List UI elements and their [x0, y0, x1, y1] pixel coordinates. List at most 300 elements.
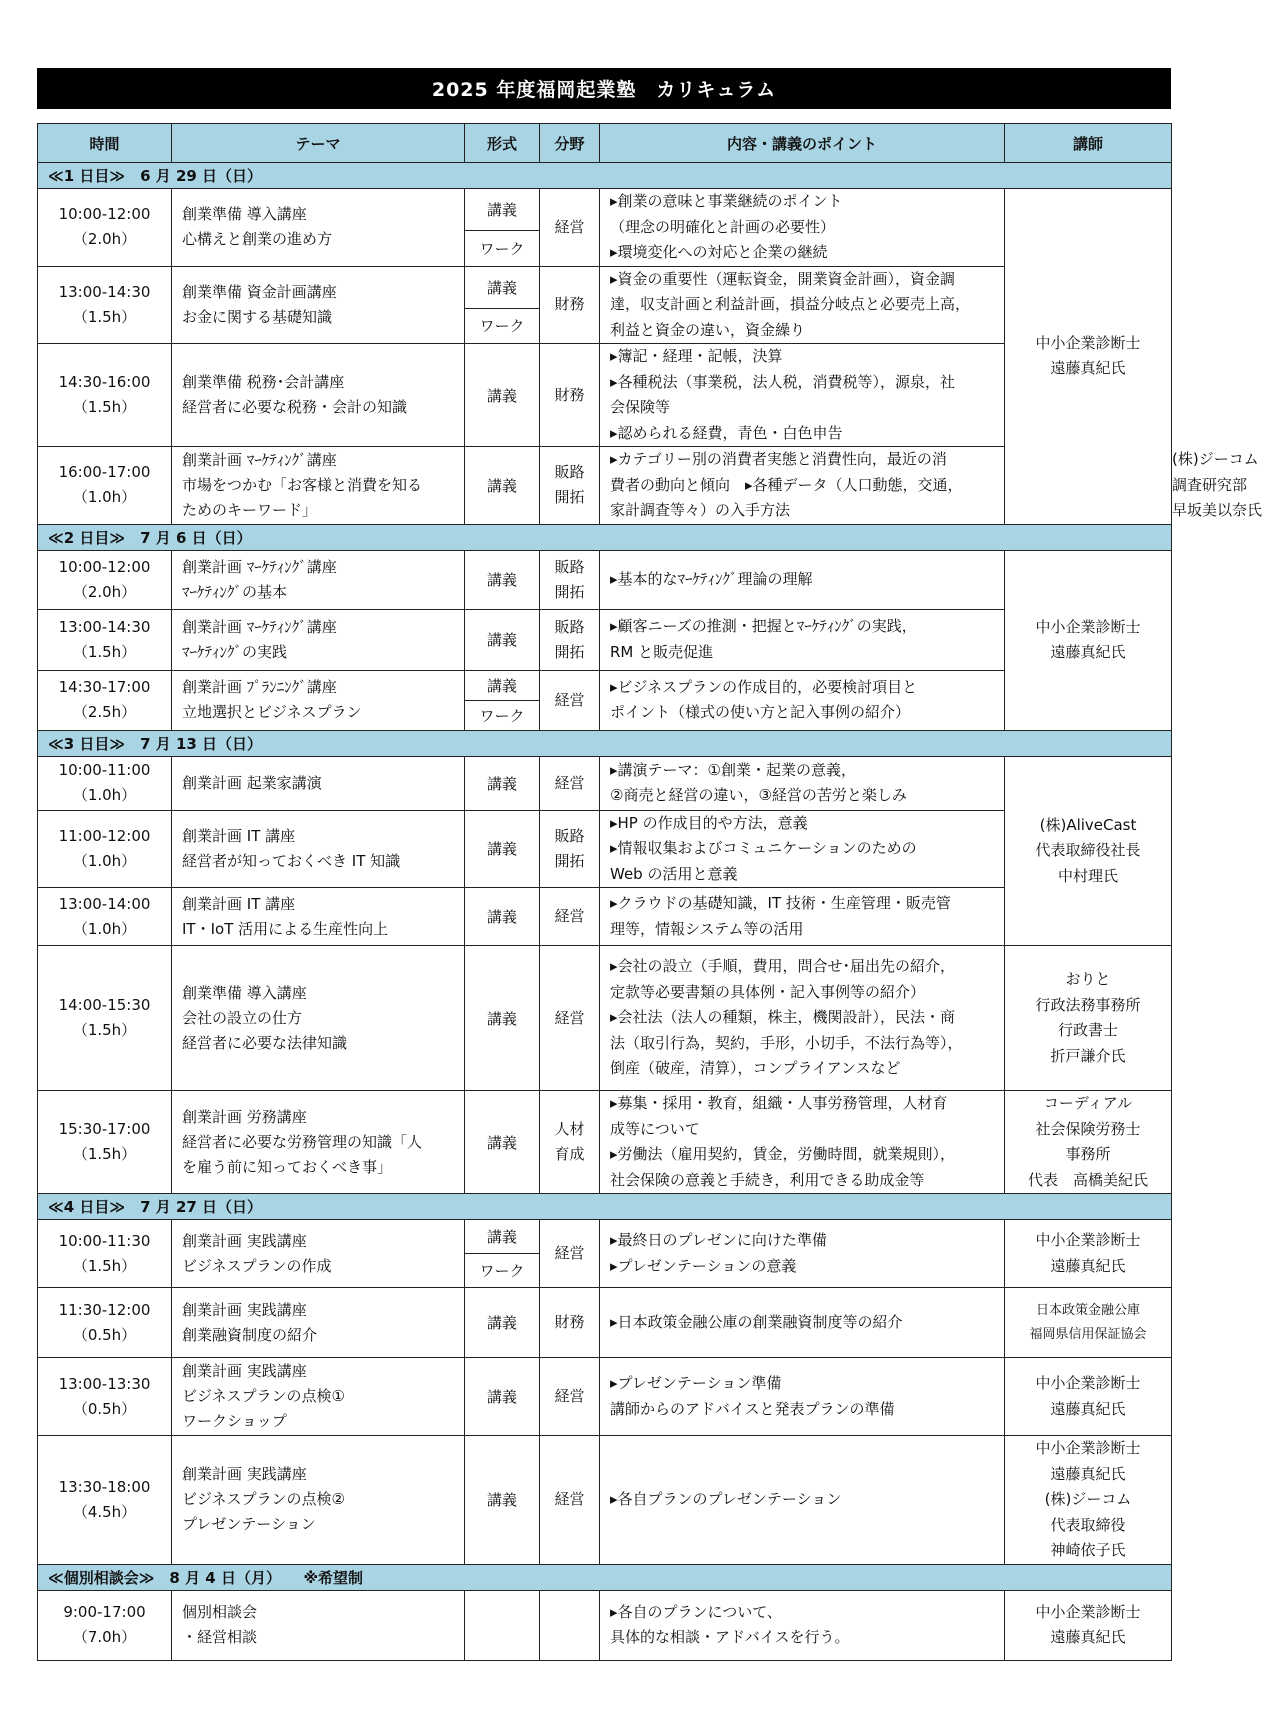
theme-line: 創業計画 労務講座	[182, 1107, 307, 1126]
content-line: 倒産（破産，清算），コンプライアンスなど	[610, 1059, 901, 1078]
content-cell	[600, 888, 1005, 946]
time-cell	[38, 1358, 172, 1436]
format-cell	[465, 1288, 540, 1358]
session-time: 13:00-13:30	[58, 1374, 151, 1393]
time-cell	[38, 810, 172, 888]
format-label: 講義	[486, 1314, 517, 1332]
theme-cell	[172, 550, 465, 609]
format-label: 講義	[486, 278, 517, 297]
session-row	[38, 189, 1172, 231]
theme-line: 経営者に必要な税務・会計の知識	[182, 398, 408, 416]
lecturer-line: 代表取締役社長	[1035, 841, 1141, 859]
theme-line: 創業計画 実践講座	[182, 1231, 307, 1250]
session-time: 16:00-17:00	[58, 463, 151, 482]
content-line: ▸HP の作成目的や方法，意義	[610, 813, 808, 832]
theme-line: 創業計画 実践講座	[182, 1465, 307, 1484]
lecturer-line: 日本政策金融公庫	[1035, 1302, 1140, 1318]
format-cell	[465, 1590, 540, 1660]
session-time: 9:00-17:00	[63, 1603, 146, 1621]
format-cell	[465, 888, 540, 946]
content-line: ▸プレゼンテーションの意義	[610, 1256, 797, 1275]
lecturer-cell	[1005, 946, 1172, 1091]
session-hours: （0.5h）	[72, 1399, 137, 1418]
content-line: 理等，情報システム等の活用	[610, 919, 804, 938]
theme-cell	[172, 1220, 465, 1288]
content-cell	[600, 946, 1005, 1091]
lecturer-line: 遠藤真紀氏	[1050, 1256, 1126, 1275]
theme-line: 創業計画 起業家講演	[182, 773, 322, 792]
time-cell	[38, 609, 172, 670]
session-row	[38, 1288, 1172, 1358]
theme-line: 創業計画 ﾏｰｹﾃｨﾝｸﾞ講座	[182, 557, 337, 576]
format-cell	[465, 550, 540, 609]
content-line: ▸日本政策金融公庫の創業融資制度等の紹介	[610, 1312, 903, 1331]
session-time: 13:00-14:00	[58, 894, 151, 913]
session-hours: （1.5h）	[72, 1145, 137, 1163]
content-line: ▸最終日のプレゼンに向けた準備	[610, 1231, 827, 1249]
lecturer-line: 中小企業診断士	[1035, 1374, 1141, 1392]
lecturer-cell	[1005, 756, 1172, 946]
format-label: 講義	[486, 1388, 517, 1406]
field-label: 経営	[554, 1387, 585, 1405]
content-cell	[600, 670, 1005, 730]
header-theme: テーマ	[172, 124, 465, 163]
field-label: 財務	[554, 385, 585, 404]
session-row	[38, 1590, 1172, 1660]
theme-line: 創業計画 IT 講座	[182, 894, 296, 913]
session-time: 14:00-15:30	[58, 996, 151, 1014]
format-label: ワーク	[479, 706, 525, 725]
content-line: 社会保険の意義と手続き，利用できる助成金等	[610, 1170, 925, 1189]
lecturer-line: 中小企業診断士	[1035, 617, 1141, 636]
session-hours: （2.0h）	[72, 582, 137, 601]
content-line: 法（取引行為，契約，手形，小切手，不法行為等），	[610, 1033, 963, 1052]
theme-line: 経営者に必要な労務管理の知識「人	[182, 1132, 423, 1151]
session-hours: （1.5h）	[72, 642, 137, 661]
field-label: 販路	[554, 826, 585, 845]
field-label: 経営	[554, 773, 585, 792]
content-cell	[600, 266, 1005, 344]
session-time: 15:30-17:00	[58, 1120, 151, 1138]
session-row	[38, 670, 1172, 700]
content-line: ▸労働法（雇用契約，賃金，労働時間，就業規則），	[610, 1145, 956, 1163]
session-row: 16:00-17:00 （1.0h） 創業計画 ﾏｰｹﾃｨﾝｸﾞ講座 市場をつかむ「お客様と消費を知る ためのキーワード」 講義 販路 開拓 ▸カテゴリー別の消費者実態と消費性向，最近の消 費者の動向と傾向 ▸各種データ（人口動態，交通， 家計調査等々）の入手方法 (株)ジーコム 調査研究部 早坂美以奈氏	[38, 447, 1172, 525]
lecturer-cell	[1005, 1288, 1172, 1358]
theme-line: 創業準備 導入講座	[182, 205, 307, 224]
content-line: ▸資金の重要性（運転資金，開業資金計画），資金調	[610, 269, 956, 288]
theme-line: ビジネスプランの点検②	[182, 1490, 345, 1509]
header-lecturer: 講師	[1005, 124, 1172, 163]
theme-cell	[172, 888, 465, 946]
session-hours: （4.5h）	[72, 1502, 137, 1521]
session-hours: （1.5h）	[72, 307, 137, 326]
session-time: 14:30-16:00	[58, 373, 151, 391]
time-cell	[38, 756, 172, 810]
content-line: ▸各自のプランについて、	[610, 1602, 782, 1621]
field-label: 経営	[554, 1490, 585, 1509]
time-cell	[38, 670, 172, 730]
time-cell	[38, 344, 172, 447]
time-cell	[38, 447, 172, 525]
lecturer-line: コーディアル	[1043, 1094, 1133, 1112]
session-row	[38, 609, 1172, 670]
page-title: 2025 年度福岡起業塾 カリキュラム	[37, 68, 1171, 109]
field-cell	[540, 1288, 600, 1358]
content-line: ポイント（様式の使い方と記入事例の紹介）	[610, 703, 911, 721]
session-time: 10:00-12:00	[58, 205, 151, 224]
session-row	[38, 810, 1172, 888]
format-cell	[465, 1091, 540, 1194]
field-cell	[540, 266, 600, 344]
theme-line: ためのキーワード」	[182, 500, 318, 519]
theme-line: ビジネスプランの作成	[182, 1256, 332, 1275]
theme-cell	[172, 344, 465, 447]
field-label: 人材	[554, 1120, 585, 1138]
session-time: 14:30-17:00	[58, 678, 151, 696]
theme-line: IT・IoT 活用による生産性向上	[182, 919, 389, 938]
field-cell	[540, 344, 600, 447]
field-cell	[540, 946, 600, 1091]
session-time: 10:00-11:00	[58, 761, 151, 779]
format-label: 講義	[486, 1228, 517, 1246]
field-cell	[540, 756, 600, 810]
format-label: 講義	[486, 676, 517, 695]
content-line: ▸各自プランのプレゼンテーション	[610, 1490, 842, 1508]
content-line: ▸プレゼンテーション準備	[610, 1374, 782, 1392]
day-row: ≪個別相談会≫ 8 月 4 日（月） ※希望制	[38, 1564, 1172, 1590]
session-hours: （7.0h）	[72, 1628, 137, 1646]
field-label: 経営	[554, 1008, 585, 1027]
format-cell	[465, 447, 540, 525]
time-cell	[38, 1590, 172, 1660]
content-line: ▸情報収集およびコミュニケーションのための	[610, 839, 917, 857]
lecturer-line: 代表 高橋美紀氏	[1027, 1170, 1148, 1189]
header-content: 内容・講義のポイント	[600, 124, 1005, 163]
session-time: 11:00-12:00	[58, 826, 151, 845]
content-line: ▸講演テーマ：①創業・起業の意義，	[610, 760, 856, 779]
theme-line: 創業計画 実践講座	[182, 1362, 307, 1380]
field-cell	[540, 550, 600, 609]
time-cell	[38, 189, 172, 267]
content-line: 成等について	[610, 1119, 700, 1138]
content-line: RM と販売促進	[610, 642, 714, 661]
lecturer-cell	[1005, 1091, 1172, 1194]
session-row	[38, 756, 1172, 810]
theme-cell	[172, 1288, 465, 1358]
format-cell	[465, 189, 540, 231]
day-row: ≪3 日目≫ 7 月 13 日（日）	[38, 730, 1172, 756]
content-line: ▸顧客ニーズの推測・把握とﾏｰｹﾃｨﾝｸﾞの実践，	[610, 617, 917, 635]
lecturer-line: 遠藤真紀氏	[1050, 1628, 1126, 1646]
content-line: ▸会社の設立（手順，費用，問合せ･届出先の紹介，	[610, 957, 956, 976]
theme-cell	[172, 810, 465, 888]
field-cell	[540, 447, 600, 525]
header-time: 時間	[38, 124, 172, 163]
format-label: 講義	[486, 1009, 517, 1028]
lecturer-cell	[1005, 550, 1172, 730]
lecturer-line: 遠藤真紀氏	[1050, 1399, 1126, 1418]
format-cell	[465, 609, 540, 670]
field-label: 開拓	[554, 488, 585, 507]
session-row	[38, 1358, 1172, 1436]
theme-cell	[172, 1091, 465, 1194]
lecturer-line: 中村理氏	[1057, 866, 1118, 885]
session-time: 11:30-12:00	[58, 1300, 151, 1319]
session-hours: （1.5h）	[72, 1021, 137, 1039]
session-row	[38, 946, 1172, 1091]
theme-cell	[172, 609, 465, 670]
content-line: ▸基本的なﾏｰｹﾃｨﾝｸﾞ理論の理解	[610, 569, 813, 588]
format-label: 講義	[486, 386, 517, 405]
time-cell	[38, 1288, 172, 1358]
theme-line: 創業計画 IT 講座	[182, 826, 296, 845]
content-line: Web の活用と意義	[610, 864, 738, 883]
format-cell	[465, 266, 540, 308]
content-cell	[600, 1436, 1005, 1565]
field-cell	[540, 1091, 600, 1194]
field-cell	[540, 1220, 600, 1288]
theme-cell	[172, 756, 465, 810]
content-line: 達，収支計画と利益計画，損益分岐点と必要売上高，	[610, 295, 971, 313]
session-time: 13:30-18:00	[58, 1477, 151, 1496]
format-label: ワーク	[479, 239, 525, 258]
field-label: 販路	[554, 617, 585, 636]
content-line: 講師からのアドバイスと発表プランの準備	[610, 1399, 895, 1418]
session-hours: （1.5h）	[72, 1256, 137, 1275]
session-row	[38, 1220, 1172, 1254]
content-line: ▸認められる経費，青色・白色申告	[610, 423, 843, 442]
content-line: ▸簿記・経理・記帳，決算	[610, 347, 783, 365]
theme-line: 創業準備 税務･会計講座	[182, 373, 345, 391]
session-hours: （2.0h）	[72, 230, 137, 249]
format-cell	[465, 810, 540, 888]
format-cell	[465, 344, 540, 447]
content-cell	[600, 810, 1005, 888]
content-line: ▸クラウドの基礎知識，IT 技術・生産管理・販売管	[610, 894, 951, 912]
session-row	[38, 888, 1172, 946]
field-cell	[540, 1590, 600, 1660]
session-hours: （2.5h）	[72, 703, 137, 721]
lecturer-line: 行政書士	[1057, 1021, 1118, 1039]
lecturer-line: 中小企業診断士	[1035, 1439, 1141, 1457]
format-label: 講義	[486, 571, 517, 589]
content-cell	[600, 189, 1005, 267]
session-hours: （0.5h）	[72, 1325, 137, 1344]
theme-cell	[172, 1436, 465, 1565]
session-hours: （1.0h）	[72, 919, 137, 938]
theme-line: 経営者が知っておくべき IT 知識	[182, 851, 401, 870]
format-cell	[465, 756, 540, 810]
session-hours: （1.0h）	[72, 786, 137, 804]
theme-line: 創業計画 実践講座	[182, 1300, 307, 1319]
lecturer-line: 折戸謙介氏	[1050, 1046, 1126, 1065]
content-cell	[600, 1091, 1005, 1194]
field-cell	[540, 810, 600, 888]
lecturer-line: (株)ジーコム	[1044, 1490, 1132, 1508]
content-cell	[600, 447, 1005, 525]
theme-line: 創業計画 ﾏｰｹﾃｨﾝｸﾞ講座	[182, 617, 337, 636]
theme-line: 心構えと創業の進め方	[182, 230, 333, 249]
theme-line: 創業計画 ﾌﾟﾗﾝﾆﾝｸﾞ講座	[182, 678, 337, 696]
lecturer-cell	[1005, 1436, 1172, 1565]
session-time: 13:00-14:30	[58, 617, 151, 636]
field-label: 開拓	[554, 642, 585, 661]
session-time: 10:00-12:00	[58, 557, 151, 576]
format-cell	[465, 1358, 540, 1436]
header-format: 形式	[465, 124, 540, 163]
field-label: 経営	[554, 907, 585, 925]
field-label: 育成	[554, 1145, 585, 1163]
theme-cell	[172, 447, 465, 525]
content-line: 会保険等	[610, 398, 671, 416]
lecturer-line: おりと	[1065, 970, 1111, 988]
theme-cell	[172, 189, 465, 267]
session-time: 10:00-11:30	[58, 1231, 151, 1250]
field-cell	[540, 1436, 600, 1565]
theme-line: 立地選択とビジネスプラン	[182, 703, 362, 721]
lecturer-cell	[1005, 189, 1172, 525]
content-line: ②商売と経営の違い，③経営の苦労と楽しみ	[610, 786, 907, 804]
format-cell	[465, 700, 540, 730]
time-cell	[38, 1220, 172, 1288]
field-label: 経営	[554, 1244, 585, 1262]
time-cell	[38, 946, 172, 1091]
content-cell	[600, 1358, 1005, 1436]
time-cell	[38, 888, 172, 946]
theme-cell	[172, 1590, 465, 1660]
session-row	[38, 1091, 1172, 1194]
field-label: 経営	[554, 690, 585, 709]
field-cell	[540, 670, 600, 730]
lecturer-line: 遠藤真紀氏	[1050, 359, 1126, 378]
lecturer-cell	[1005, 1220, 1172, 1288]
theme-line: 創業準備 導入講座	[182, 983, 307, 1002]
content-line: ▸カテゴリー別の消費者実態と消費性向，最近の消	[610, 450, 947, 468]
theme-cell	[172, 946, 465, 1091]
theme-line: お金に関する基礎知識	[182, 307, 333, 326]
format-label: 講義	[486, 840, 517, 859]
format-label: 講義	[486, 774, 517, 793]
format-cell	[465, 1220, 540, 1254]
time-cell	[38, 1091, 172, 1194]
format-cell	[465, 308, 540, 343]
format-label: 講義	[486, 631, 517, 649]
format-cell	[465, 946, 540, 1091]
content-line: 家計調査等々）の入手方法	[610, 501, 791, 519]
format-cell	[465, 1254, 540, 1288]
content-line: 費者の動向と傾向 ▸各種データ（人口動態，交通，	[610, 475, 963, 494]
lecturer-cell	[1005, 1358, 1172, 1436]
lecturer-cell	[1005, 1590, 1172, 1660]
content-cell	[600, 550, 1005, 609]
lecturer-line: (株)AliveCast	[1039, 815, 1137, 834]
lecturer-line: 中小企業診断士	[1035, 333, 1141, 352]
field-label: 販路	[554, 557, 585, 576]
field-cell	[540, 1358, 600, 1436]
time-cell	[38, 550, 172, 609]
theme-cell	[172, 670, 465, 730]
theme-line: プレゼンテーション	[182, 1515, 316, 1534]
content-line: 利益と資金の違い，資金繰り	[610, 320, 806, 339]
content-line: ▸創業の意味と事業継続のポイント	[610, 192, 843, 210]
session-hours: （1.0h）	[72, 851, 137, 870]
lecturer-line: 社会保険労務士	[1035, 1119, 1141, 1138]
content-cell	[600, 1288, 1005, 1358]
field-label: 開拓	[554, 582, 585, 601]
theme-line: ﾏｰｹﾃｨﾝｸﾞの実践	[182, 642, 288, 661]
lecturer-line: 中小企業診断士	[1035, 1602, 1141, 1621]
content-line: 具体的な相談・アドバイスを行う。	[610, 1628, 850, 1646]
field-cell	[540, 609, 600, 670]
session-hours: （1.0h）	[72, 488, 137, 507]
theme-line: 創業準備 資金計画講座	[182, 282, 337, 301]
theme-line: ﾏｰｹﾃｨﾝｸﾞの基本	[182, 582, 288, 601]
lecturer-line: 福岡県信用保証協会	[1029, 1326, 1147, 1342]
theme-cell	[172, 266, 465, 344]
session-row	[38, 266, 1172, 308]
content-cell	[600, 609, 1005, 670]
field-label: 販路	[554, 463, 585, 482]
format-label: 講義	[486, 1491, 517, 1510]
session-hours: （1.5h）	[72, 398, 137, 416]
field-cell	[540, 888, 600, 946]
lecturer-line: 代表取締役	[1050, 1515, 1126, 1534]
content-line: 定款等必要書類の具体例・記入事例等の紹介）	[610, 982, 926, 1001]
lecturer-line: 事務所	[1065, 1145, 1111, 1163]
field-label: 財務	[554, 1313, 585, 1331]
format-label: ワーク	[479, 1262, 525, 1280]
lecturer-line: 遠藤真紀氏	[1050, 1464, 1126, 1483]
day-row: ≪2 日目≫ 7 月 6 日（日）	[38, 524, 1172, 550]
content-line: ▸募集・採用・教育，組織・人事労務管理，人材育	[610, 1094, 948, 1112]
theme-line: 経営者に必要な法律知識	[182, 1033, 348, 1052]
lecturer-line: 中小企業診断士	[1035, 1231, 1141, 1249]
format-label: 講義	[486, 1133, 517, 1152]
theme-line: 会社の設立の仕方	[182, 1008, 303, 1027]
format-label: ワーク	[479, 317, 525, 336]
content-cell	[600, 1590, 1005, 1660]
lecturer-line: 神崎依子氏	[1050, 1541, 1126, 1559]
session-row	[38, 1436, 1172, 1565]
content-line: ▸環境変化への対応と企業の継続	[610, 243, 828, 261]
format-label: 講義	[486, 201, 517, 220]
theme-cell	[172, 1358, 465, 1436]
format-cell	[465, 670, 540, 700]
time-cell	[38, 1436, 172, 1565]
time-cell	[38, 266, 172, 344]
theme-line: を雇う前に知っておくべき事」	[182, 1157, 393, 1176]
field-cell	[540, 189, 600, 267]
format-label: 講義	[486, 476, 517, 495]
theme-line: 市場をつかむ「お客様と消費を知る	[182, 475, 423, 494]
format-label: 講義	[486, 908, 517, 926]
day-row: ≪1 日目≫ 6 月 29 日（日）	[38, 163, 1172, 189]
lecturer-line: 遠藤真紀氏	[1050, 643, 1126, 661]
content-cell	[600, 1220, 1005, 1288]
theme-line: 創業計画 ﾏｰｹﾃｨﾝｸﾞ講座	[182, 450, 337, 469]
format-cell	[465, 231, 540, 266]
content-cell	[600, 756, 1005, 810]
theme-line: ビジネスプランの点検①	[182, 1387, 345, 1405]
content-cell	[600, 344, 1005, 447]
field-label: 経営	[554, 217, 585, 236]
content-line: ▸ビジネスプランの作成目的，必要検討項目と	[610, 677, 918, 696]
header-row	[38, 124, 1172, 163]
curriculum-table	[37, 123, 1262, 1661]
day-row: ≪4 日目≫ 7 月 27 日（日）	[38, 1194, 1172, 1220]
content-line: ▸会社法（法人の種類，株主，機関設計），民法・商	[610, 1008, 956, 1027]
session-row	[38, 344, 1172, 447]
